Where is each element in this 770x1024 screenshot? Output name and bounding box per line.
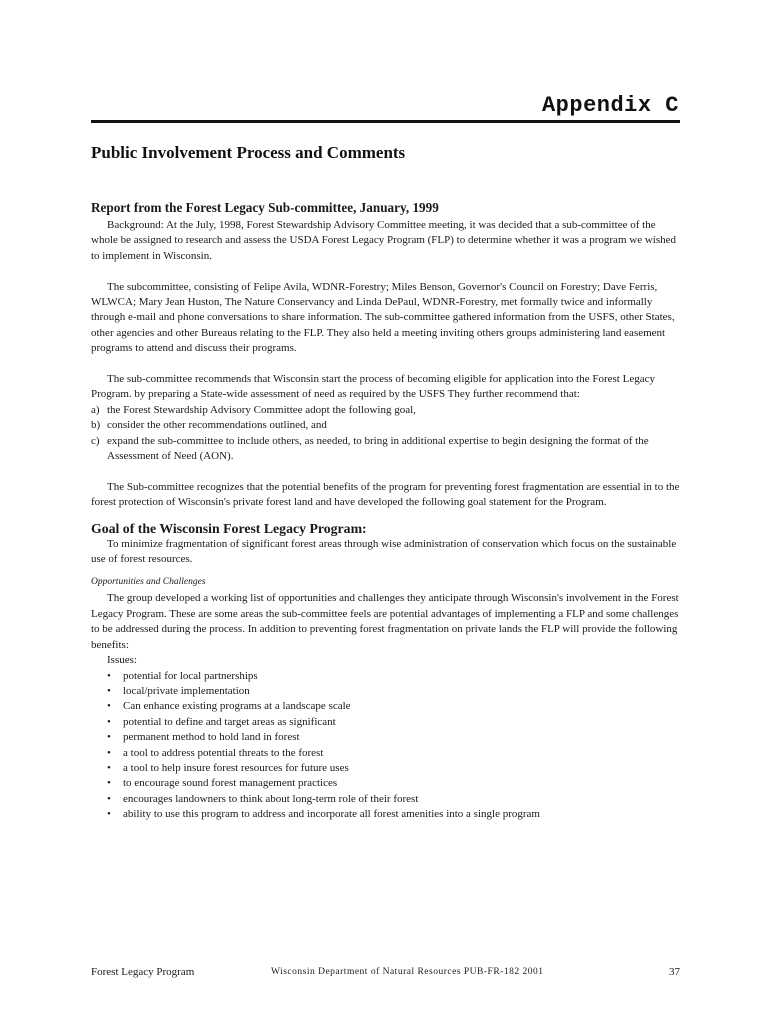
list-item: • encourages landowners to think about long-term role of their forest [107,792,680,807]
header-rule [91,120,680,123]
page-footer [91,966,680,982]
list-item: • a tool to help insure forest resources for future uses [107,761,680,776]
list-item: b) consider the other recommendations outlined, and [91,419,327,432]
list-item: • Can enhance existing programs at a landscape scale [107,699,680,714]
report-paragraph: Background: At the July, 1998, Forest Stewardship Advisory Committee meeting, it was decided that a sub-committee of the whole be assigned to research and assess the USDA Forest Legacy Program (FLP) to determine whether it was a program we wished to implement in Wisconsin. [91,219,676,262]
appendix-title: Appendix C [541,93,679,118]
opportunities-heading: Opportunities and Challenges [91,577,206,588]
list-item: • local/private implementation [107,684,680,699]
report-paragraph: The subcommittee, consisting of Felipe Avila, WDNR-Forestry; Miles Benson, Governor's Council on Forestry; Dave Ferris, WLWCA; Mary Jean Huston, The Nature Conservancy and Linda DePaul, WDNR-Forestry, met formally twice and informally through e-mail and phone conversations to share information. The sub-committee gathered information from the USFS, other States, other agencies and other Bureaus relating to the FLP. They also held a meeting inviting others groups administering land easement programs to attend and discuss their programs. [91,280,675,355]
goal-heading: Goal of the Wisconsin Forest Legacy Program: [91,520,367,536]
list-item: • a tool to address potential threats to the forest [107,746,680,761]
report-paragraph: The Sub-committee recognizes that the potential benefits of the program for preventing forest fragmentation are essential in to the forest protection of Wisconsin's private forest land and have developed the following goal statement for the Program. [91,480,680,509]
footer-program: Forest Legacy Program [91,966,195,978]
issues-list [91,669,680,823]
section-title: Public Involvement Process and Comments [91,143,406,162]
list-item: • ability to use this program to address and incorporate all forest amenities into a single program [107,807,680,822]
page-number: 37 [669,966,680,978]
issues-label: Issues: [107,654,137,667]
main-content [91,200,680,823]
list-item: • potential to define and target areas as significant [107,715,680,730]
list-item: a) the Forest Stewardship Advisory Committee adopt the following goal, [91,403,416,416]
footer-publisher: Wisconsin Department of Natural Resources PUB-FR-182 2001 [271,967,544,977]
opportunities-text: The group developed a working list of opportunities and challenges they anticipate through Wisconsin's involvement in the Forest Legacy Program. These are some areas the sub-committee feels are potential advantages of implementing a FLP and some challenges to be addressed during the process. In addition to preventing forest fragmentation on private lands the FLP will provide the following benefits: [91,592,679,651]
list-item: • potential for local partnerships [107,669,680,684]
list-item: c) expand the sub-committee to include others, as needed, to bring in additional expertise to begin designing the format of the Assessment of Need (AON). [91,434,649,463]
goal-text: To minimize fragmentation of significant forest areas through wise administration of conservation which focus on the sustainable use of forest resources. [91,537,677,566]
list-item: • permanent method to hold land in forest [107,730,680,745]
report-heading: Report from the Forest Legacy Sub-committee, January, 1999 [91,200,439,215]
report-paragraph: The sub-committee recommends that Wisconsin start the process of becoming eligible for application into the Forest Legacy Program. by preparing a State-wide assessment of need as required by the USFS They further recommend that: [91,373,655,401]
recommendation-list [91,403,680,465]
list-item: • to encourage sound forest management practices [107,776,680,791]
